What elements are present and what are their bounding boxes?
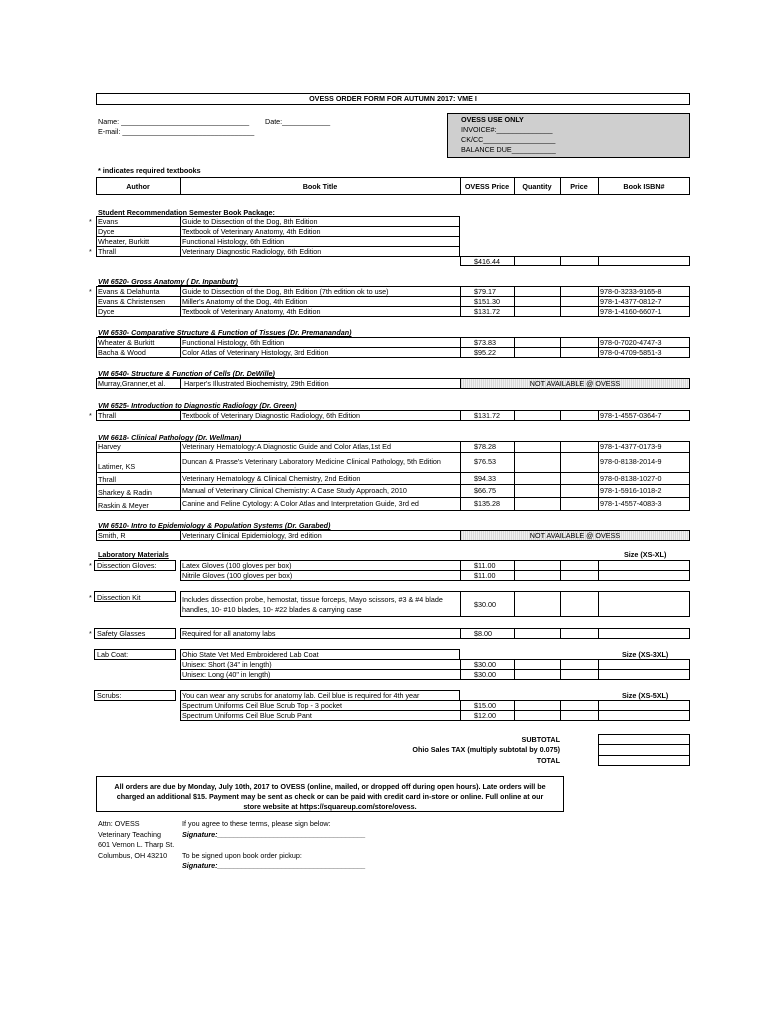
vm6520-title-2: Textbook of Veterinary Anatomy, 4th Edition [182,307,321,316]
package-author-0: Evans [98,217,118,226]
vm6520-title-0: Guide to Dissection of the Dog, 8th Edition (7th edition ok to use) [182,287,389,296]
package-author-2: Wheater, Burkitt [98,237,150,246]
vm6540-not-available: NOT AVAILABLE @ OVESS [529,379,621,388]
package-author-1: Dyce [98,227,115,236]
vm6618-title-2: Veterinary Hematology & Clinical Chemistry, 2nd Edition [182,474,361,483]
vm6618-isbn-0: 978-1-4377-0173-9 [600,442,662,451]
address-line-3: 601 Vernon L. Tharp St. [98,840,175,849]
coat-label: Lab Coat: [97,650,129,659]
lab-heading: Laboratory Materials [98,550,169,559]
vm6510-not-available: NOT AVAILABLE @ OVESS [529,531,621,540]
vm6618-price-2: $94.33 [474,474,496,483]
package-star-0: * [89,217,92,226]
vm6618-title-4: Canine and Feline Cytology: A Color Atlas and Interpretation Guide, 3rd ed [182,499,419,508]
vm6530-title-0: Functional Histology, 6th Edition [182,338,285,347]
vm6520-title-1: Miller's Anatomy of the Dog, 4th Edition [182,297,308,306]
vm6530-author-1: Bacha & Wood [98,348,146,357]
vm6520-author-1: Evans & Christensen [98,297,166,306]
vm6520-star-0: * [89,287,92,296]
kit-desc-2: handles, 10- #10 blades, 10- #22 blades & carrying case [182,605,362,614]
tax-label: Ohio Sales TAX (multiply subtotal by 0.075) [412,745,560,754]
total-label: TOTAL [536,756,560,765]
gloves-label: Dissection Gloves: [97,561,157,570]
notice-line-3: store website at https://squareup.com/store/ovess. [243,802,417,811]
address-line-2: Veterinary Teaching [98,830,161,839]
vm6618-isbn-2: 978-0-8138-1027-0 [600,474,662,483]
scrub-top-price: $15.00 [474,701,496,710]
name-field[interactable]: Name: ________________________________ [98,117,250,126]
coat-desc: Ohio State Vet Med Embroidered Lab Coat [182,650,319,659]
agree-text: If you agree to these terms, please sign below: [182,819,331,828]
vm6540-author: Murray,Granner,et al. [98,379,166,388]
kit-label: Dissection Kit [97,593,141,602]
vm6520-author-0: Evans & Delahunta [98,287,160,296]
package-title-2: Functional Histology, 6th Edition [182,237,285,246]
header-ovess-price: OVESS Price [464,182,510,191]
kit-price: $30.00 [474,600,496,609]
address-line-4: Columbus, OH 43210 [98,851,168,860]
vm6520-price-2: $131.72 [474,307,500,316]
package-heading: Student Recommendation Semester Book Package: [98,208,275,217]
vm6510-title: Veterinary Clinical Epidemiology, 3rd edition [182,531,322,540]
vm6618-heading: VM 6618- Clinical Pathology (Dr. Wellman) [98,433,242,442]
vm6520-price-0: $79.17 [474,287,496,296]
pickup-text: To be signed upon book order pickup: [182,851,302,860]
coat-long: Unisex: Long (40" in length) [182,670,271,679]
form-title: OVESS ORDER FORM FOR AUTUMN 2017: VME I [309,94,477,103]
vm6520-price-1: $151.30 [474,297,500,306]
vm6530-author-0: Wheater & Burkitt [98,338,155,347]
ckcc-field: CK/CC__________________ [461,135,556,144]
glasses-desc: Required for all anatomy labs [182,629,276,638]
package-star-3: * [89,247,92,256]
vm6618-price-0: $78.28 [474,442,496,451]
ovess-use-title: OVESS USE ONLY [461,115,524,124]
vm6525-title: Textbook of Veterinary Diagnostic Radiology, 6th Edition [182,411,361,420]
address-line-1: Attn: OVESS [98,819,140,828]
header-title: Book Title [302,182,338,191]
scrub-top: Spectrum Uniforms Ceil Blue Scrub Top - 3 pocket [182,701,343,710]
vm6618-isbn-4: 978-1-4557-4083-3 [600,499,662,508]
vm6540-heading: VM 6540- Structure & Function of Cells (Dr. DeWille) [98,369,275,378]
package-quantity-input[interactable] [515,257,559,265]
vm6530-isbn-0: 978-0-7020-4747-3 [600,338,662,347]
vm6530-price-0: $73.83 [474,338,496,347]
package-author-3: Thrall [98,247,116,256]
vm6618-author-4: Raskin & Meyer [98,501,149,510]
invoice-field: INVOICE#:______________ [461,125,553,134]
vm6618-price-3: $66.75 [474,486,496,495]
vm6618-price-4: $135.28 [474,499,500,508]
vm6618-title-1: Duncan & Prasse's Veterinary Laboratory Medicine Clinical Pathology, 5th Edition [182,457,441,466]
vm6520-isbn-0: 978-0-3233-9165-8 [600,287,662,296]
coat-short: Unisex: Short (34" in length) [182,660,272,669]
scrubs-label: Scrubs: [97,691,122,700]
vm6520-isbn-1: 978-1-4377-0812-7 [600,297,662,306]
vm6520-isbn-2: 978-1-4160-6607-1 [600,307,662,316]
vm6618-author-3: Sharkey & Radin [98,488,152,497]
vm6520-author-2: Dyce [98,307,115,316]
vm6540-title: Harper's Illustrated Biochemistry, 29th Edition [184,379,329,388]
vm6525-isbn: 978-1-4557-0364-7 [600,411,662,420]
lab-size-1: Size (XS-XL) [624,550,667,559]
latex-gloves-price: $11.00 [474,561,496,570]
header-author: Author [126,182,150,191]
vm6618-author-1: Latimer, KS [98,462,136,471]
vm6618-isbn-3: 978-1-5916-1018-2 [600,486,662,495]
vm6530-price-1: $95.22 [474,348,496,357]
notice-line-1: All orders are due by Monday, July 10th, 2017 to OVESS (online, mailed, or dropped off during open hours). Late orders will be [114,782,546,791]
vm6530-title-1: Color Atlas of Veterinary Histology, 3rd Edition [182,348,329,357]
vm6618-isbn-1: 978-0-8138-2014-9 [600,457,662,466]
nitrile-gloves-price: $11.00 [474,571,496,580]
vm6510-author: Smith, R [98,531,126,540]
vm6525-author: Thrall [98,411,116,420]
totals-box[interactable] [598,734,690,766]
kit-desc-1: Includes dissection probe, hemostat, tissue forceps, Mayo scissors, #3 & #4 blade [182,595,443,604]
vm6618-title-0: Veterinary Hematology:A Diagnostic Guide and Color Atlas,1st Ed [182,442,391,451]
latex-gloves: Latex Gloves (100 gloves per box) [182,561,292,570]
vm6520-heading: VM 6520- Gross Anatomy ( Dr. Inpanbutr) [98,277,238,286]
header-price: Price [570,182,588,191]
date-field[interactable]: Date:____________ [265,117,331,126]
signature-line-2[interactable]: Signature:_____________________________________ [182,861,366,870]
scrub-pant: Spectrum Uniforms Ceil Blue Scrub Pant [182,711,312,720]
glasses-price: $8.00 [474,629,492,638]
scrub-pant-price: $12.00 [474,711,496,720]
vm6618-title-3: Manual of Veterinary Clinical Chemistry: A Case Study Approach, 2010 [182,486,407,495]
required-note: * indicates required textbooks [98,166,201,175]
nitrile-gloves: Nitrile Gloves (100 gloves per box) [182,571,293,580]
vm6525-star: * [89,411,92,420]
coat-long-price: $30.00 [474,670,496,679]
coat-short-price: $30.00 [474,660,496,669]
vm6618-price-1: $76.53 [474,457,496,466]
scrubs-desc: You can wear any scrubs for anatomy lab. Ceil blue is required for 4th year [182,691,420,700]
lab-size-2: Size (XS-3XL) [622,650,669,659]
package-title-0: Guide to Dissection of the Dog, 8th Edition [182,217,318,226]
vm6618-author-2: Thrall [98,475,116,484]
vm6530-isbn-1: 978-0-4709-5851-3 [600,348,662,357]
balance-field: BALANCE DUE___________ [461,145,556,154]
header-quantity: Quantity [522,182,552,191]
lab-size-3: Size (XS-5XL) [622,691,669,700]
header-isbn: Book ISBN# [623,182,665,191]
subtotal-label: SUBTOTAL [521,735,560,744]
vm6525-heading: VM 6525- Introduction to Diagnostic Radiology (Dr. Green) [98,401,297,410]
notice-line-2: charged an additional $15. Payment may be sent as check or can be paid with credit card in-store or online. Full online at our [116,792,544,801]
vm6618-author-0: Harvey [98,442,121,451]
glasses-label: Safety Glasses [97,629,146,638]
vm6525-price: $131.72 [474,411,500,420]
signature-line-1[interactable]: Signature:_____________________________________ [182,830,366,839]
vm6530-heading: VM 6530- Comparative Structure & Function of Tissues (Dr. Premanandan) [98,328,352,337]
email-field[interactable]: E-mail: _________________________________ [98,127,255,136]
package-title-1: Textbook of Veterinary Anatomy, 4th Edition [182,227,321,236]
vm6510-heading: VM 6510- Intro to Epidemiology & Population Systems (Dr. Garabed) [98,521,331,530]
package-price: $416.44 [474,257,500,266]
package-title-3: Veterinary Diagnostic Radiology, 6th Edition [182,247,322,256]
